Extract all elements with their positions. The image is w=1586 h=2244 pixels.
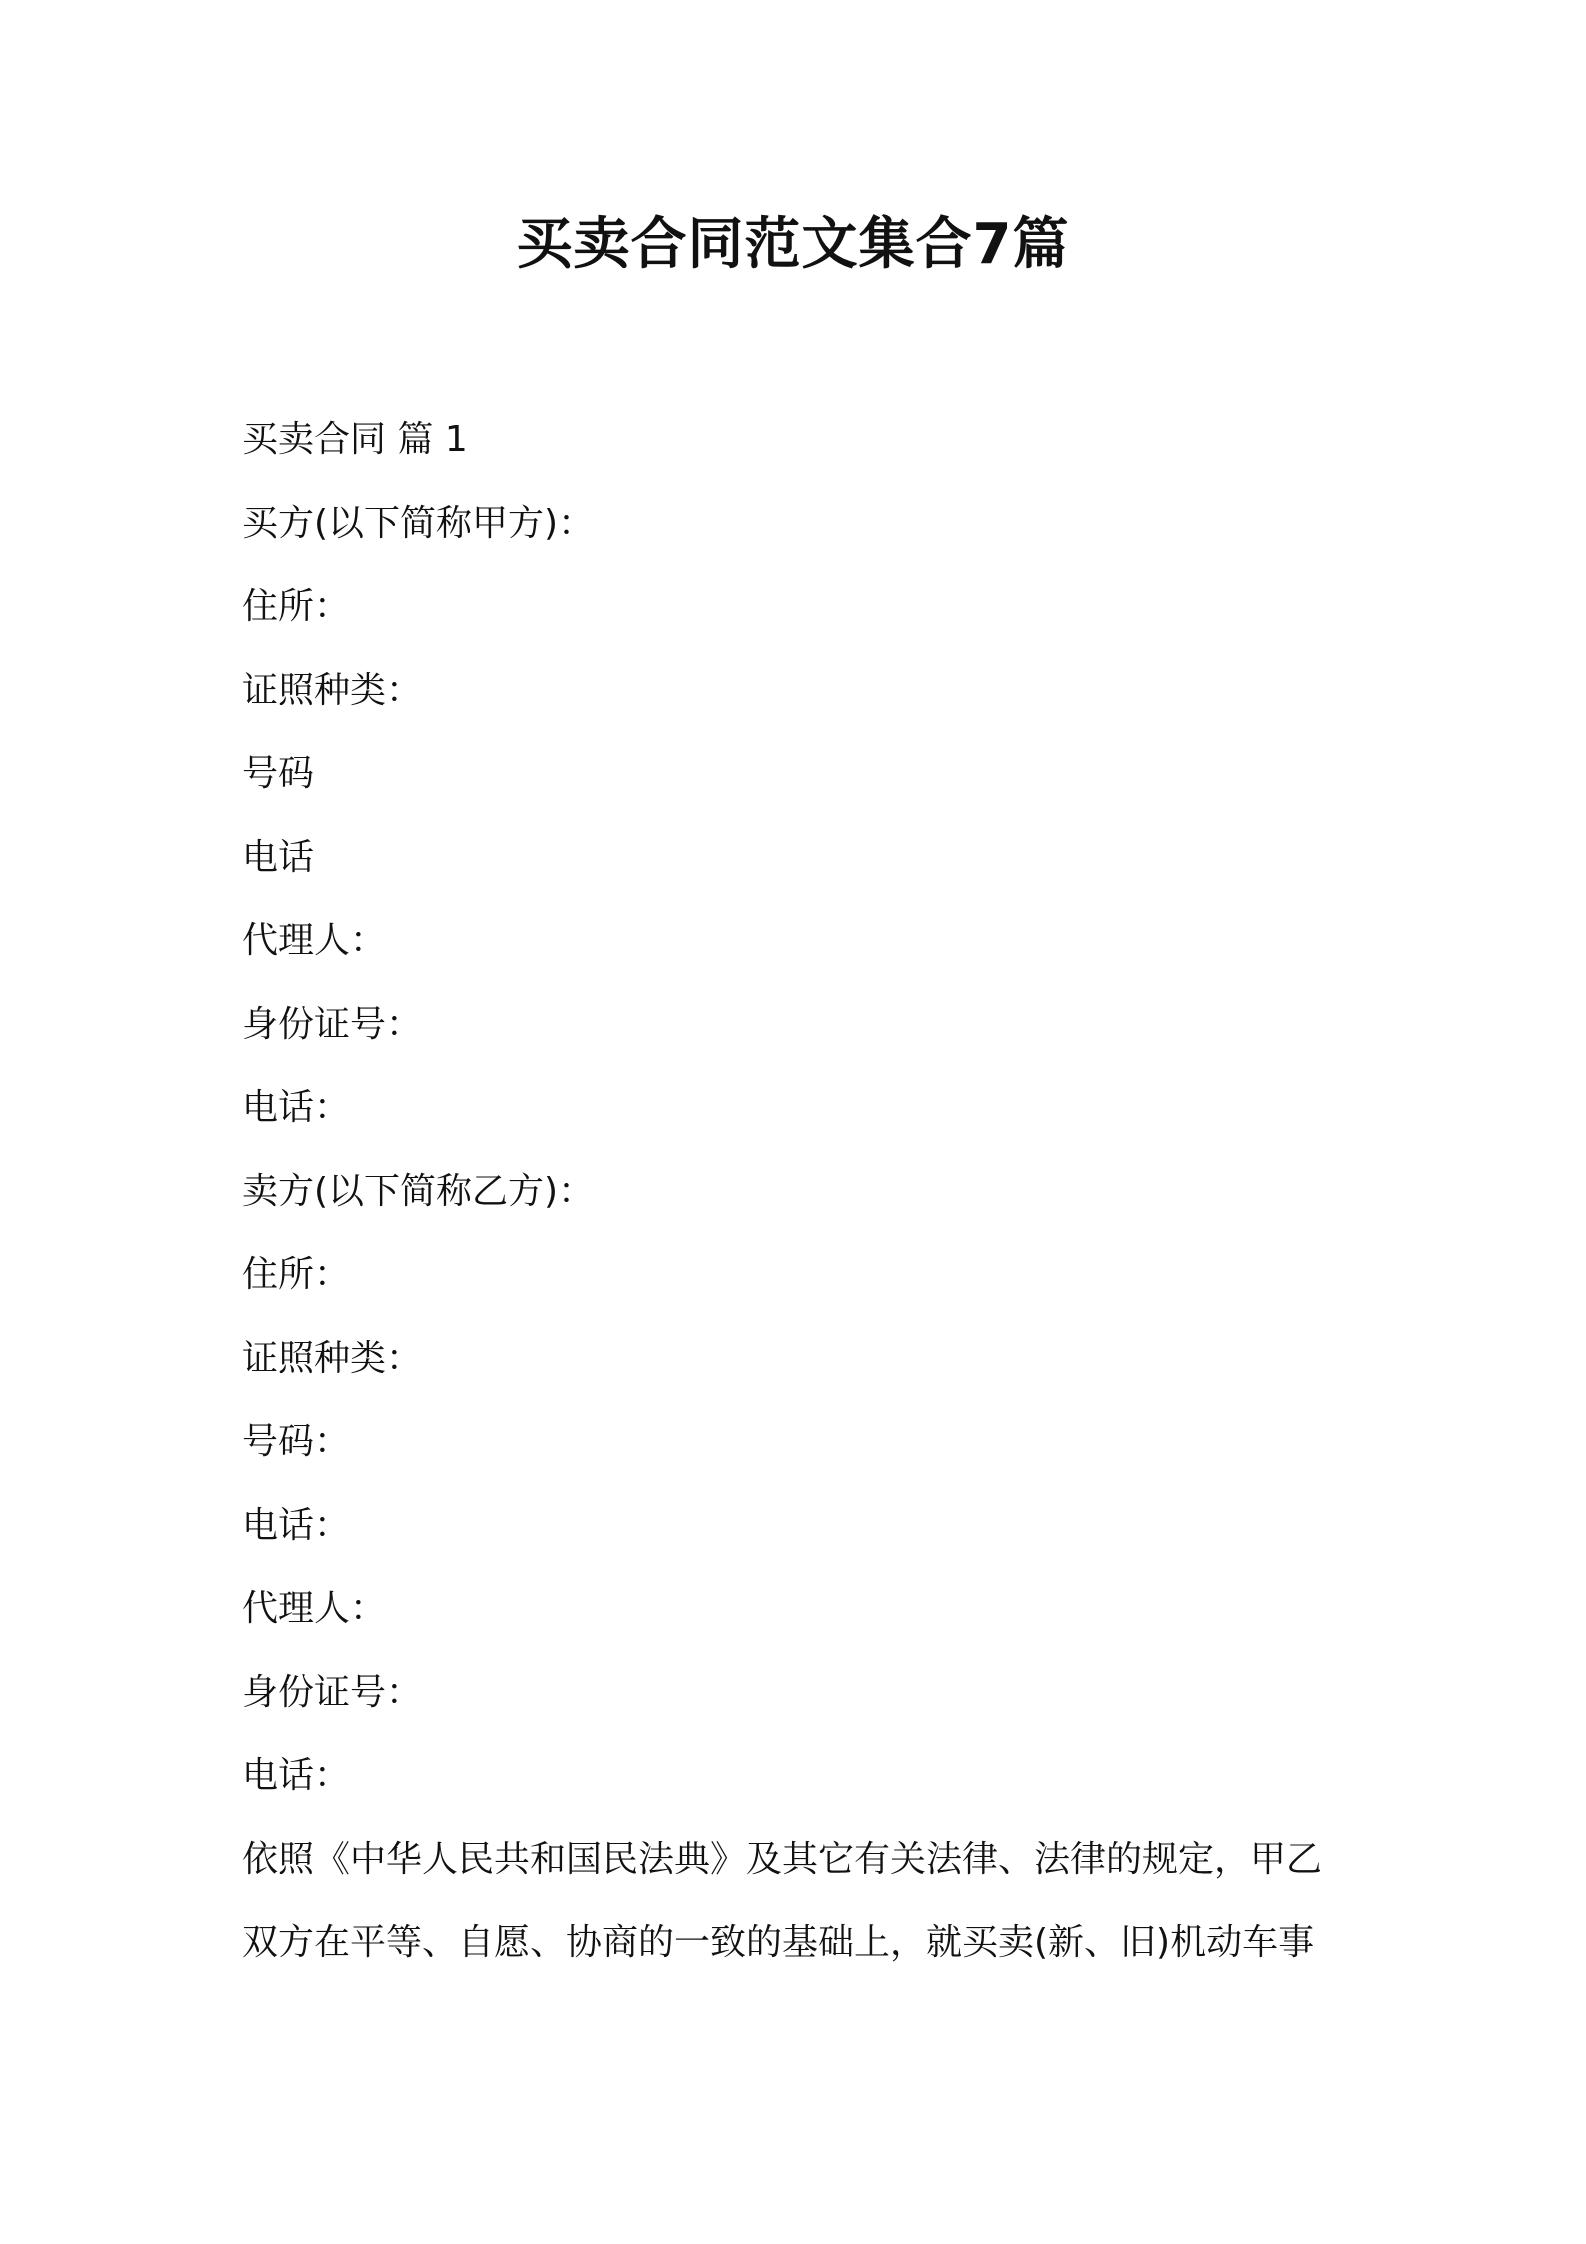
buyer-agent-label: 代理人： (242, 920, 387, 961)
paragraph-line-2: 双方在平等、自愿、协商的一致的基础上，就买卖(新、旧)机动车事 (242, 1922, 1315, 1963)
section-heading: 买卖合同 篇 1 (242, 419, 468, 460)
buyer-phone-label: 电话 (242, 836, 315, 878)
seller-number-label: 号码： (242, 1421, 351, 1462)
seller-id-type-label: 证照种类： (242, 1337, 423, 1379)
seller-address-label: 住所： (242, 1254, 351, 1295)
document-body (242, 398, 1362, 1985)
seller-id-no-label: 身份证号： (242, 1671, 423, 1713)
buyer-number-label: 号码 (242, 753, 315, 794)
seller-agent-label: 代理人： (242, 1588, 387, 1629)
seller-phone-label: 电话： (242, 1504, 351, 1546)
seller-agent-phone-label: 电话： (242, 1755, 351, 1796)
seller-heading: 卖方(以下简称乙方)： (242, 1170, 595, 1212)
paragraph-line-1: 依照《中华人民共和国民法典》及其它有关法律、法律的规定，甲乙 (242, 1838, 1323, 1880)
buyer-id-no-label: 身份证号： (242, 1003, 423, 1045)
buyer-heading: 买方(以下简称甲方)： (242, 502, 595, 544)
buyer-agent-phone-label: 电话： (242, 1087, 351, 1128)
page-title: 买卖合同范文集合7篇 (516, 212, 1070, 277)
buyer-id-type-label: 证照种类： (242, 669, 423, 711)
buyer-address-label: 住所： (242, 586, 351, 627)
